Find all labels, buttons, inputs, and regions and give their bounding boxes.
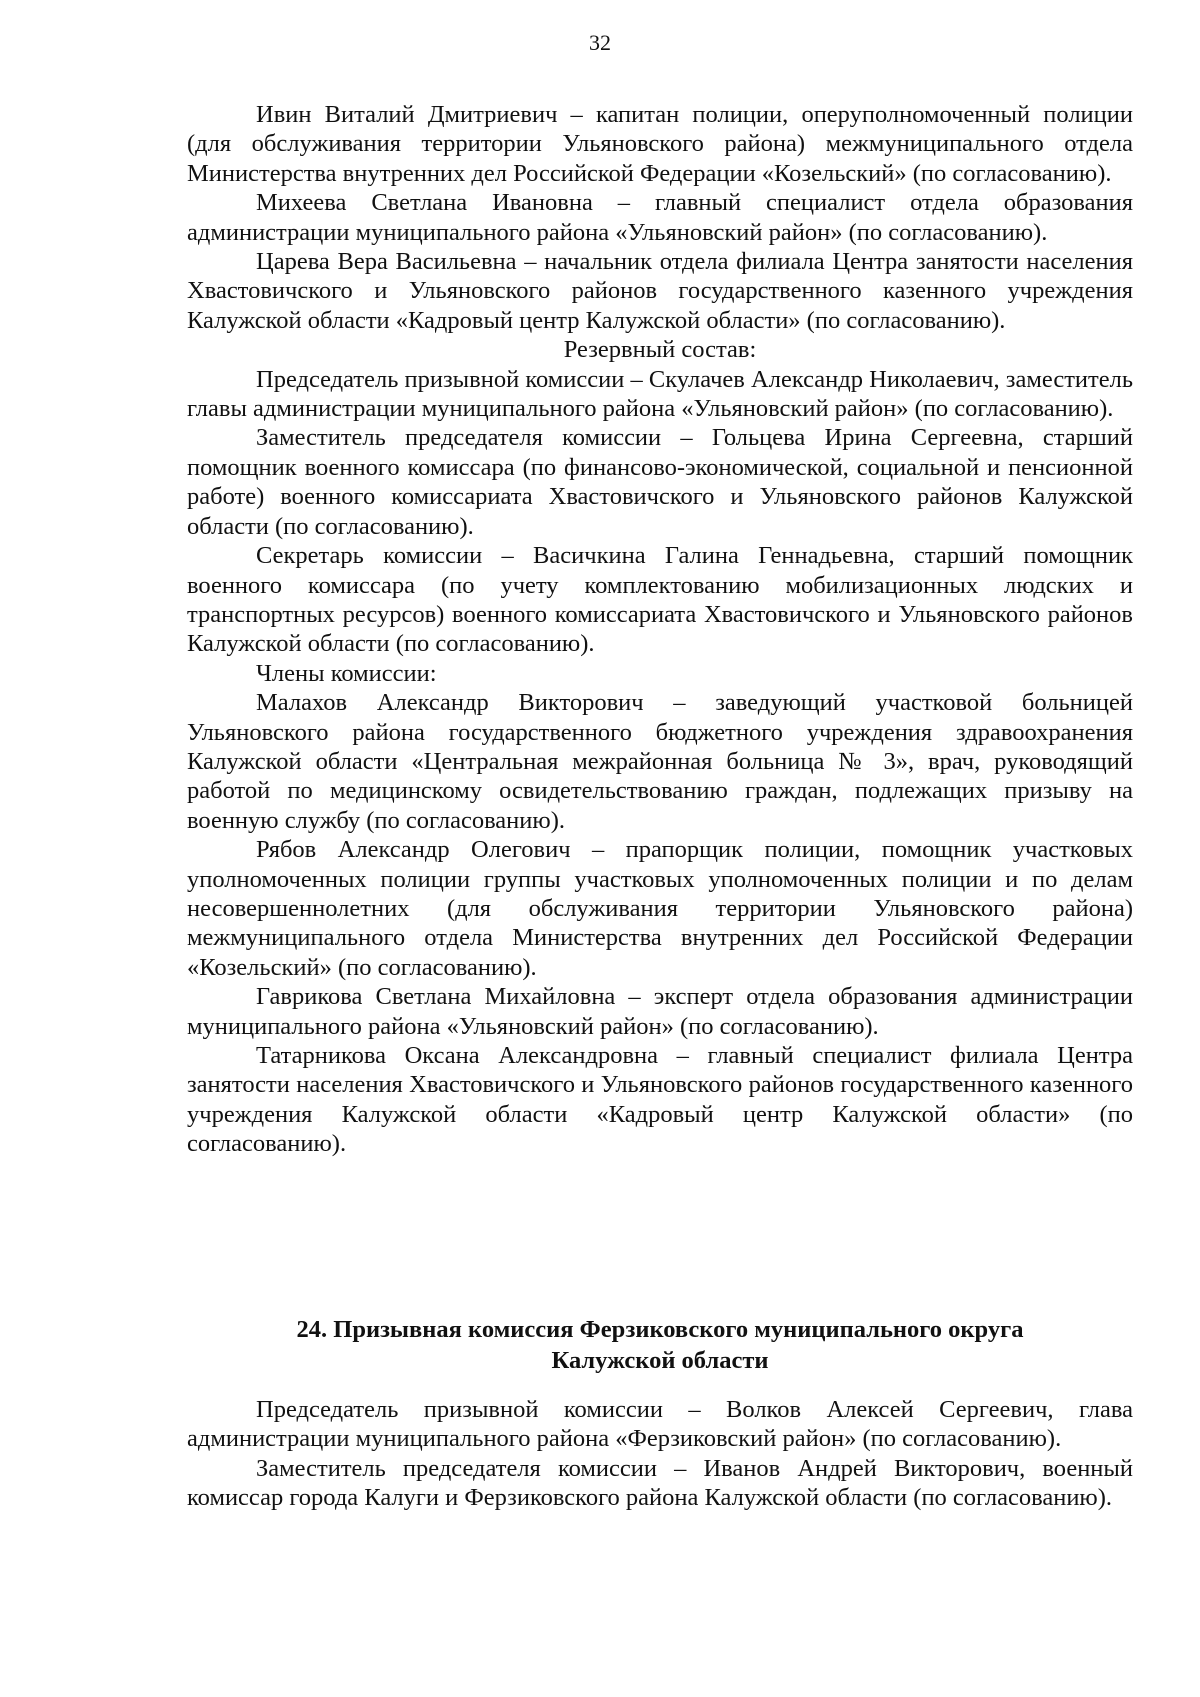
reserve-member-entry: Татарникова Оксана Александровна – главный специалист филиала Центра занятости населения Хвастовичского и Ульяновского районов государственного казенного учреждения Калужской области «Кадровый центр Калужской области» (по согласованию). bbox=[187, 1042, 1133, 1158]
members-label: Члены комиссии: bbox=[256, 659, 437, 687]
member-entry: Ивин Виталий Дмитриевич – капитан полиции, оперуполномоченный полиции (для обслуживания территории Ульяновского района) межмуниципального отдела Министерства внутренних дел Российской Федерации «Козельский» (по согласованию). bbox=[187, 101, 1133, 187]
reserve-member-entry: Рябов Александр Олегович – прапорщик полиции, помощник участковых уполномоченных полиции группы участковых уполномоченных полиции и по делам несовершеннолетних (для обслуживания территории Ульяновского района) межмуниципального отдела Министерства внутренних дел Российской Федерации «Козельский» (по согласованию). bbox=[187, 836, 1133, 981]
deputy-chairman-entry: Заместитель председателя комиссии – Иванов Андрей Викторович, военный комиссар города Калуги и Ферзиковского района Калужской области (по согласованию). bbox=[187, 1454, 1133, 1512]
members-list-continued bbox=[187, 100, 1133, 1159]
reserve-title: Резервный состав: bbox=[563, 336, 757, 364]
ferzikovo-commission-list bbox=[187, 1395, 1133, 1513]
reserve-member-entry: Гаврикова Светлана Михайловна – эксперт отдела образования администрации муниципального района «Ульяновский район» (по согласованию). bbox=[187, 983, 1133, 1040]
member-entry: Михеева Светлана Ивановна – главный специалист отдела образования администрации муниципального района «Ульяновский район» (по согласованию). bbox=[187, 189, 1133, 246]
section-heading bbox=[187, 1314, 1133, 1376]
chairman-entry: Председатель призывной комиссии – Волков Алексей Сергеевич, глава администрации муниципального района «Ферзиковский район» (по согласованию). bbox=[187, 1396, 1133, 1453]
page-number: 32 bbox=[589, 30, 611, 55]
member-entry: Царева Вера Васильевна – начальник отдела филиала Центра занятости населения Хвастовичского и Ульяновского районов государственного казенного учреждения Калужской области «Кадровый центр Калужской области» (по согласованию). bbox=[187, 248, 1133, 334]
section-heading-line-2: Калужской области bbox=[551, 1347, 769, 1374]
reserve-member-entry: Малахов Александр Викторович – заведующий участковой больницей Ульяновского района государственного бюджетного учреждения здравоохранения Калужской области «Центральная межрайонная больница № 3», врач, руководящий работой по медицинскому освидетельствованию граждан, подлежащих призыву на военную службу (по согласованию). bbox=[187, 689, 1133, 834]
section-heading-line-1: 24. Призывная комиссия Ферзиковского муниципального округа bbox=[296, 1316, 1024, 1343]
reserve-secretary: Секретарь комиссии – Васичкина Галина Геннадьевна, старший помощник военного комиссара (по учету комплектованию мобилизационных людских и транспортных ресурсов) военного комиссариата Хвастовичского и Ульяновского районов Калужской области (по согласованию). bbox=[187, 542, 1133, 658]
reserve-chairman: Председатель призывной комиссии – Скулачев Александр Николаевич, заместитель главы администрации муниципального района «Ульяновский район» (по согласованию). bbox=[187, 365, 1133, 423]
reserve-deputy-chairman: Заместитель председателя комиссии – Гольцева Ирина Сергеевна, старший помощник военного комиссара (по финансово-экономической, социальной и пенсионной работе) военного комиссариата Хвастовичского и Ульяновского районов Калужской области (по согласованию). bbox=[187, 424, 1133, 540]
